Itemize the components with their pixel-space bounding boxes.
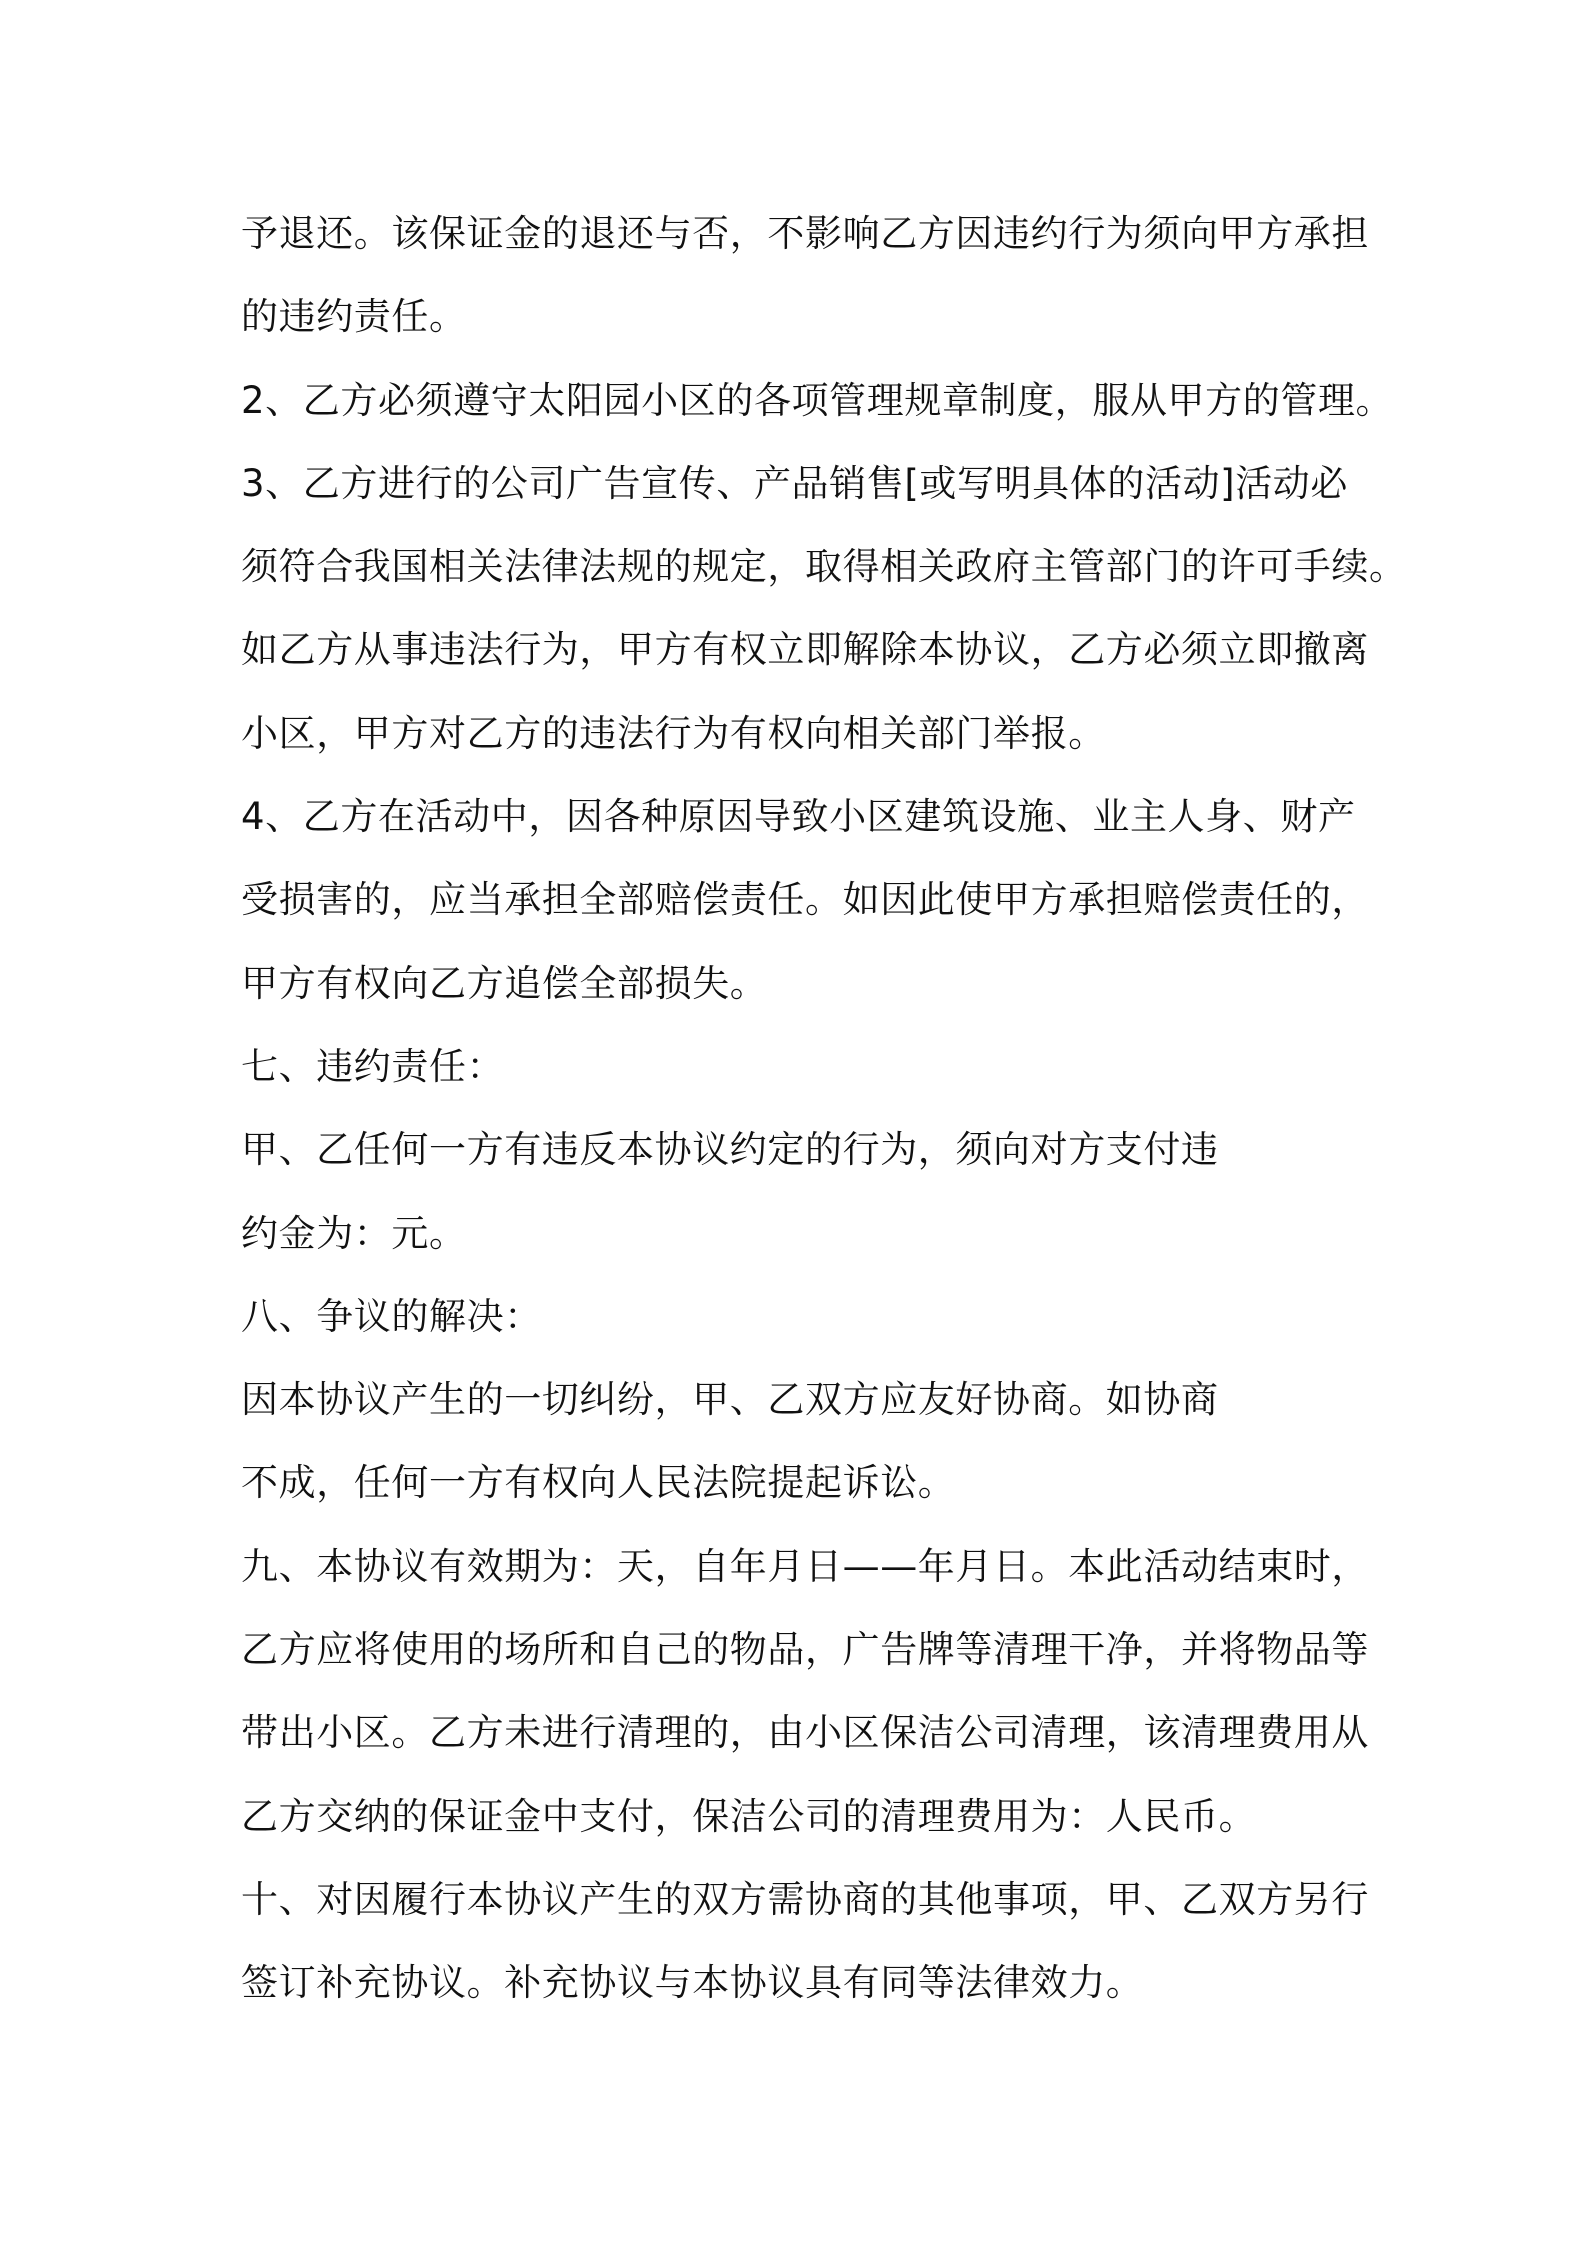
text-line: 甲、乙任何一方有违反本协议约定的行为，须向对方支付违	[241, 1128, 1219, 1172]
text-line: 约金为：元。	[241, 1211, 467, 1255]
text-line: 乙方应将使用的场所和自己的物品，广告牌等清理干净，并将物品等	[241, 1628, 1369, 1672]
section-heading-8: 八、争议的解决：	[241, 1294, 542, 1338]
section-9-line: 九、本协议有效期为：天，自年月日——年月日。本此活动结束时，	[241, 1544, 1369, 1588]
text-line: 须符合我国相关法律法规的规定，取得相关政府主管部门的许可手续。	[241, 545, 1407, 589]
section-heading-7: 七、违约责任：	[241, 1044, 505, 1088]
clause-4-line: 4、乙方在活动中，因各种原因导致小区建筑设施、业主人身、财产	[241, 795, 1356, 839]
text-line: 因本协议产生的一切纠纷，甲、乙双方应友好协商。如协商	[241, 1378, 1219, 1422]
document-body	[241, 192, 1411, 2025]
clause-3-line: 3、乙方进行的公司广告宣传、产品销售[或写明具体的活动]活动必	[241, 461, 1349, 505]
section-10-line: 十、对因履行本协议产生的双方需协商的其他事项，甲、乙双方另行	[241, 1877, 1369, 1921]
text-line: 乙方交纳的保证金中支付，保洁公司的清理费用为：人民币。	[241, 1794, 1257, 1838]
text-line: 不成，任何一方有权向人民法院提起诉讼。	[241, 1461, 956, 1505]
text-line: 的违约责任。	[241, 295, 467, 339]
text-line: 签订补充协议。补充协议与本协议具有同等法律效力。	[241, 1961, 1144, 2005]
text-line: 予退还。该保证金的退还与否，不影响乙方因违约行为须向甲方承担	[241, 212, 1369, 255]
text-line: 带出小区。乙方未进行清理的，由小区保洁公司清理，该清理费用从	[241, 1711, 1369, 1755]
text-line: 小区，甲方对乙方的违法行为有权向相关部门举报。	[241, 711, 1106, 755]
text-line: 甲方有权向乙方追偿全部损失。	[241, 961, 768, 1005]
text-line: 受损害的，应当承担全部赔偿责任。如因此使甲方承担赔偿责任的，	[241, 878, 1369, 922]
text-line: 如乙方从事违法行为，甲方有权立即解除本协议，乙方必须立即撤离	[241, 628, 1369, 672]
clause-2-line: 2、乙方必须遵守太阳园小区的各项管理规章制度，服从甲方的管理。	[241, 378, 1394, 422]
